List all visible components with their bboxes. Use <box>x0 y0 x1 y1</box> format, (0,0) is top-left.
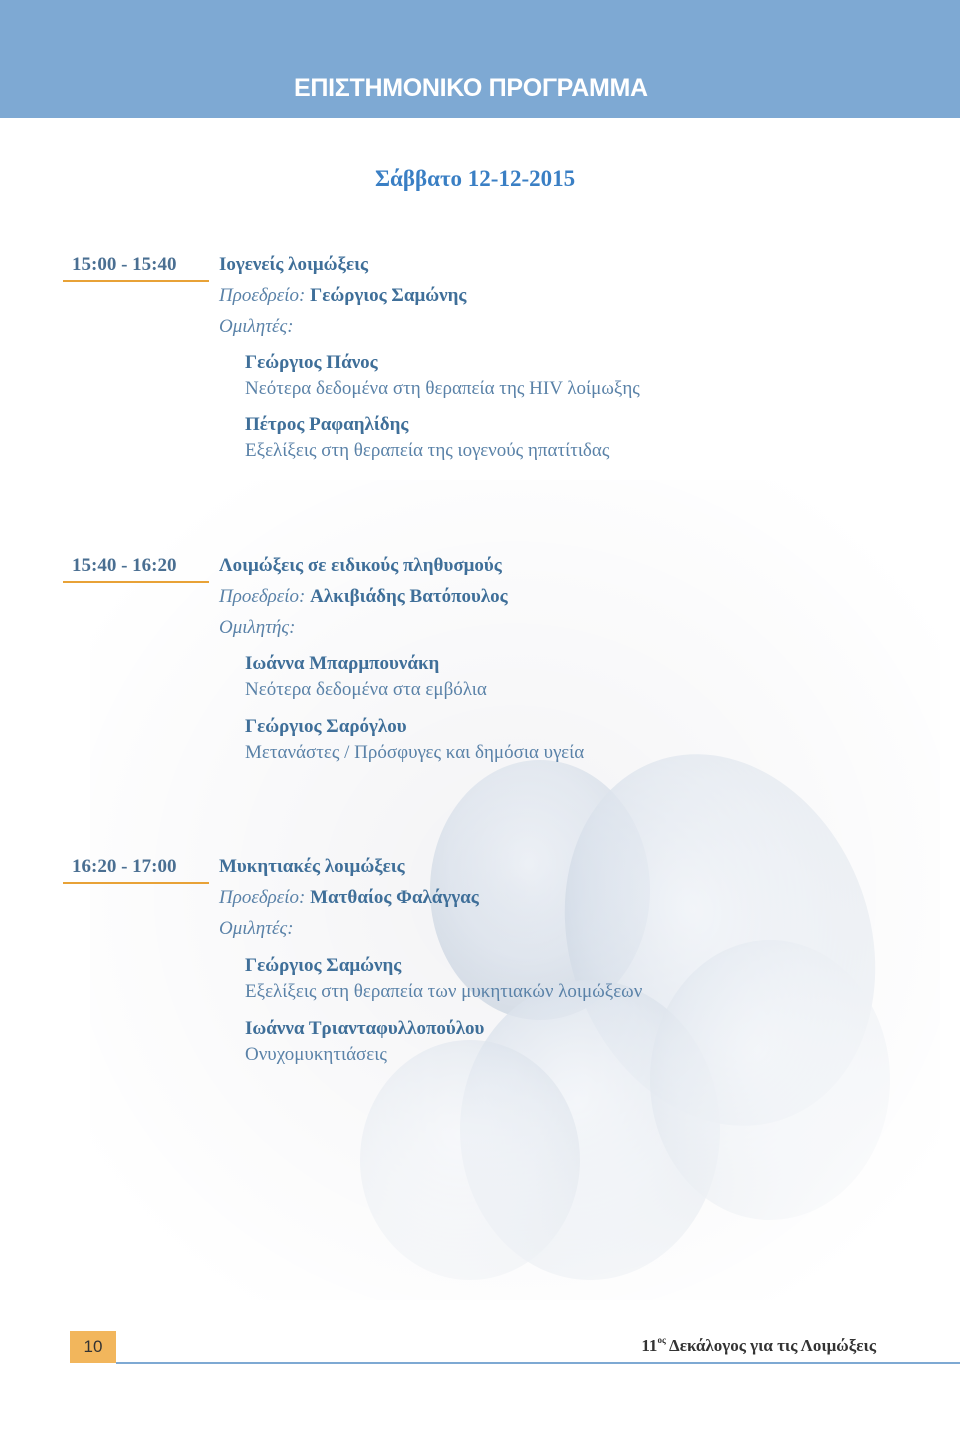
chair-label: Προεδρείο: <box>219 586 306 607</box>
time-underline <box>63 280 209 282</box>
chair-name: Γεώργιος Σαμώνης <box>310 285 467 306</box>
speakers-label: Ομιλητές: <box>219 918 294 939</box>
session-title: Λοιμώξεις σε ειδικούς πληθυσμούς <box>219 555 502 576</box>
chair-name: Αλκιβιάδης Βατόπουλος <box>310 586 508 607</box>
session-chair <box>219 887 479 909</box>
edition-suffix: ος <box>657 1335 666 1345</box>
talk-item <box>245 1018 484 1066</box>
session-chair <box>219 586 508 608</box>
speaker-name: Ιωάννα Μπαρμπουνάκη <box>245 653 440 674</box>
speaker-name: Γεώργιος Σαρόγλου <box>245 716 407 737</box>
talk-topic: Εξελίξεις στη θεραπεία της ιογενούς ηπατίτιδας <box>245 440 610 461</box>
header-bar <box>0 0 960 118</box>
session-time: 15:40 - 16:20 <box>72 555 177 576</box>
talk-item <box>245 653 487 701</box>
time-underline <box>63 581 209 583</box>
talk-topic: Νεότερα δεδομένα στα εμβόλια <box>245 679 487 700</box>
session-time: 15:00 - 15:40 <box>72 254 177 275</box>
edition-number: 11 <box>641 1336 658 1355</box>
footer-event-title <box>641 1335 876 1356</box>
talk-topic: Νεότερα δεδομένα στη θεραπεία της HIV λοίμωξης <box>245 378 640 399</box>
speaker-name: Ιωάννα Τριανταφυλλοπούλου <box>245 1018 485 1039</box>
talk-topic: Εξελίξεις στη θεραπεία των μυκητιακών λοιμώξεων <box>245 981 643 1002</box>
chair-label: Προεδρείο: <box>219 285 306 306</box>
page-number: 10 <box>83 1337 103 1356</box>
speaker-name: Γεώργιος Σαμώνης <box>245 955 402 976</box>
page-number-box <box>70 1331 116 1363</box>
talk-item <box>245 352 640 400</box>
chair-name: Ματθαίος Φαλάγγας <box>310 887 479 908</box>
session-chair <box>219 285 466 307</box>
page-heading: ΕΠΙΣΤΗΜΟΝΙΚΟ ΠΡΟΓΡΑΜΜΑ <box>294 74 648 102</box>
talk-item <box>245 955 642 1003</box>
speaker-name: Πέτρος Ραφαηλίδης <box>245 414 409 435</box>
speakers-label: Ομιλητές: <box>219 316 294 337</box>
event-name: Δεκάλογος για τις Λοιμώξεις <box>669 1336 876 1355</box>
speakers-label: Ομιλητής: <box>219 617 296 638</box>
talk-item <box>245 414 609 462</box>
talk-topic: Ονυχομυκητιάσεις <box>245 1044 387 1065</box>
session-title: Ιογενείς λοιμώξεις <box>219 254 369 275</box>
program-date: Σάββατο 12-12-2015 <box>375 166 576 191</box>
session-title: Μυκητιακές λοιμώξεις <box>219 856 405 877</box>
chair-label: Προεδρείο: <box>219 887 306 908</box>
talk-topic: Μετανάστες / Πρόσφυγες και δημόσια υγεία <box>245 742 585 763</box>
session-time: 16:20 - 17:00 <box>72 856 177 877</box>
talk-item <box>245 716 584 764</box>
time-underline <box>63 882 209 884</box>
speaker-name: Γεώργιος Πάνος <box>245 352 378 373</box>
footer-rule <box>116 1362 960 1364</box>
